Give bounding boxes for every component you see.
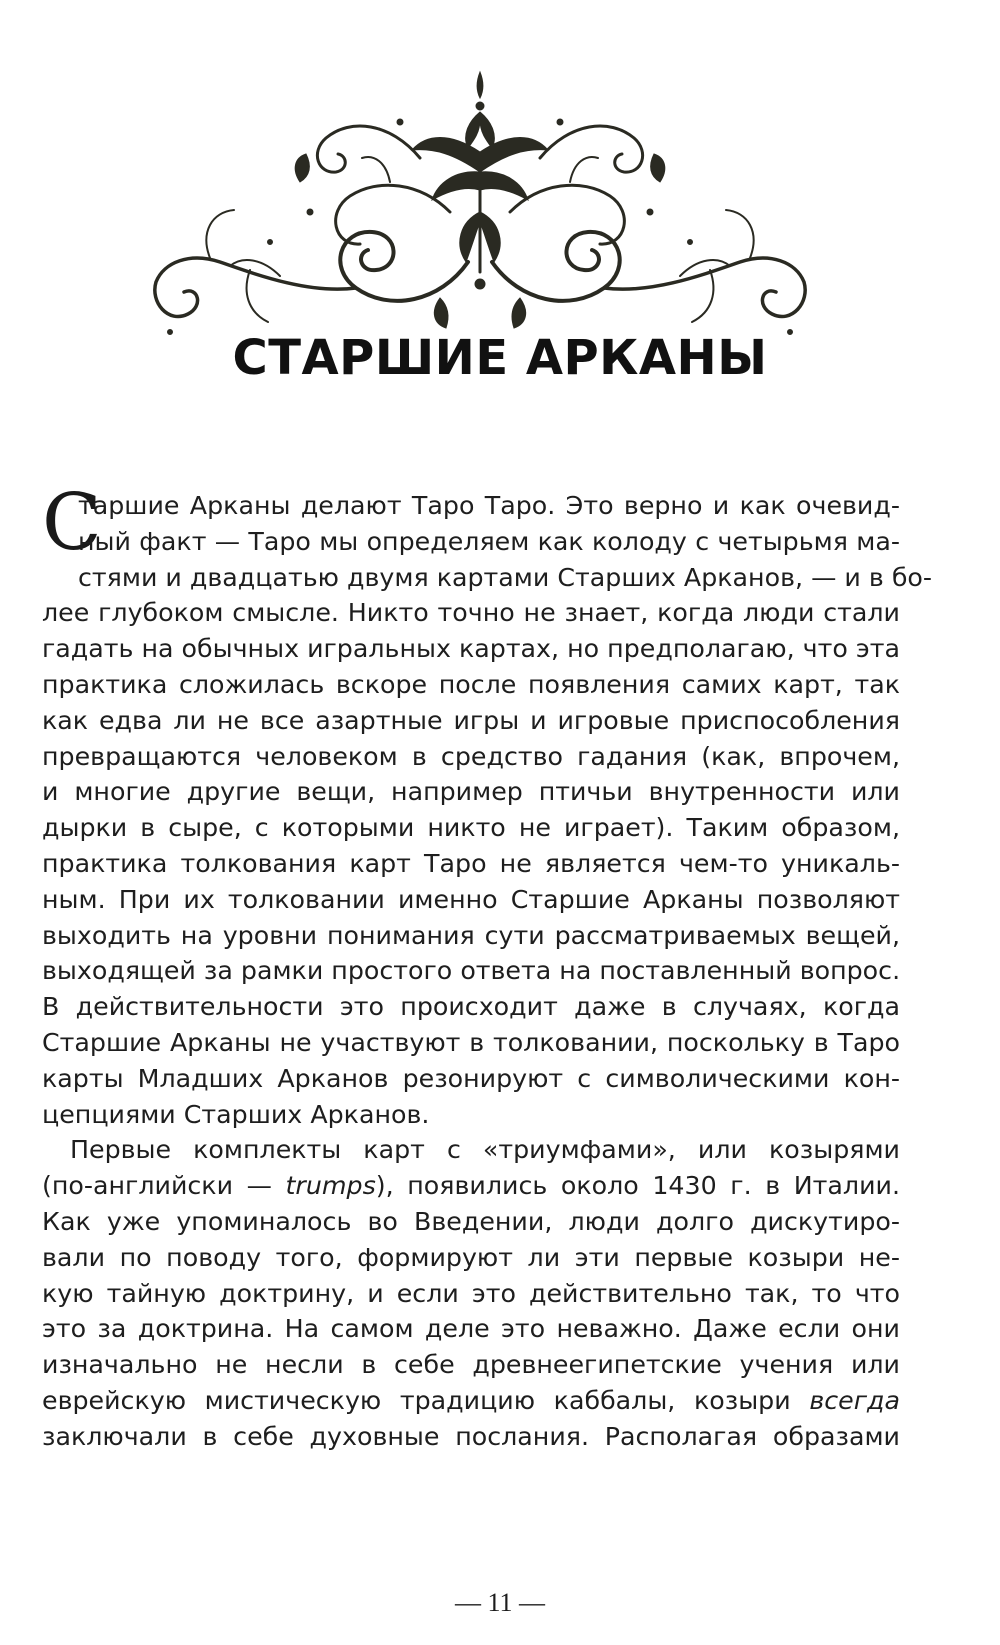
text-line: выходящей за рамки простого ответа на поставленный вопрос. [42, 956, 901, 986]
paragraph-2 [42, 1132, 900, 1454]
text-line: заключали в себе духовные послания. Располагая образами [42, 1421, 900, 1451]
page-number: — 11 — [454, 1588, 546, 1617]
text-fragment: (по-английски — [42, 1171, 286, 1201]
text-line: изначально не несли в себе древнеегипетские учения или [42, 1350, 900, 1380]
drop-cap: С [42, 478, 102, 568]
text-line: В действительности это происходит даже в случаях, когда [42, 992, 900, 1022]
text-line: ным. При их толковании именно Старшие Арканы позволяют [42, 884, 900, 914]
text-line [42, 1383, 900, 1419]
text-line: карты Младших Арканов резонируют с символическими кон- [42, 1063, 900, 1093]
text-line: Первые комплекты карт с «триумфами», или козырями [70, 1135, 900, 1165]
text-line: вали по поводу того, формируют ли эти первые козыри не- [42, 1242, 900, 1272]
text-line: практика толкования карт Таро не является чем-то уникаль- [42, 848, 900, 878]
text-line: как едва ли не все азартные игры и игровые приспособления [42, 705, 900, 735]
floral-scroll-ornament-icon [150, 62, 810, 347]
text-line: стями и двадцатью двумя картами Старших Арканов, — и в бо- [78, 562, 933, 592]
text-line: практика сложилась вскоре после появления самих карт, так [42, 669, 900, 699]
text-line: и многие другие вещи, например птичьи внутренности или [42, 777, 900, 807]
text-line: таршие Арканы делают Таро Таро. Это верно и как очевид- [78, 491, 900, 520]
text-fragment: ), появились около 1430 г. в Италии. [375, 1171, 900, 1201]
text-line: ный факт — Таро мы определяем как колоду с четырьмя ма- [78, 526, 900, 556]
text-line: превращаются человеком в средство гадания (как, впрочем, [42, 741, 900, 771]
chapter-title: СТАРШИЕ АРКАНЫ [232, 330, 768, 386]
text-line: это за доктрина. На самом деле это неважно. Даже если они [42, 1314, 900, 1344]
text-line: гадать на обычных игральных картах, но предполагаю, что эта [42, 634, 900, 664]
italic-term: trumps [285, 1171, 376, 1201]
text-line: Как уже упоминалось во Введении, люди долго дискутиро- [42, 1206, 900, 1236]
text-line: дырки в сыре, с которыми никто не играет). Таким образом, [42, 813, 900, 843]
body-text [42, 478, 933, 1455]
paragraph-1 [42, 478, 933, 1132]
text-line [42, 1168, 900, 1204]
text-line: Старшие Арканы не участвуют в толковании, поскольку в Таро [42, 1027, 900, 1057]
text-line: выходить на уровни понимания сути рассматриваемых вещей, [42, 920, 900, 950]
italic-term: всегда [809, 1385, 900, 1415]
text-line: лее глубоком смысле. Никто точно не знает, когда люди стали [42, 598, 900, 628]
text-line: цепциями Старших Арканов. [42, 1099, 430, 1129]
text-fragment: еврейскую мистическую традицию каббалы, козыри [42, 1385, 810, 1415]
text-line: кую тайную доктрину, и если это действительно так, то что [42, 1278, 900, 1308]
